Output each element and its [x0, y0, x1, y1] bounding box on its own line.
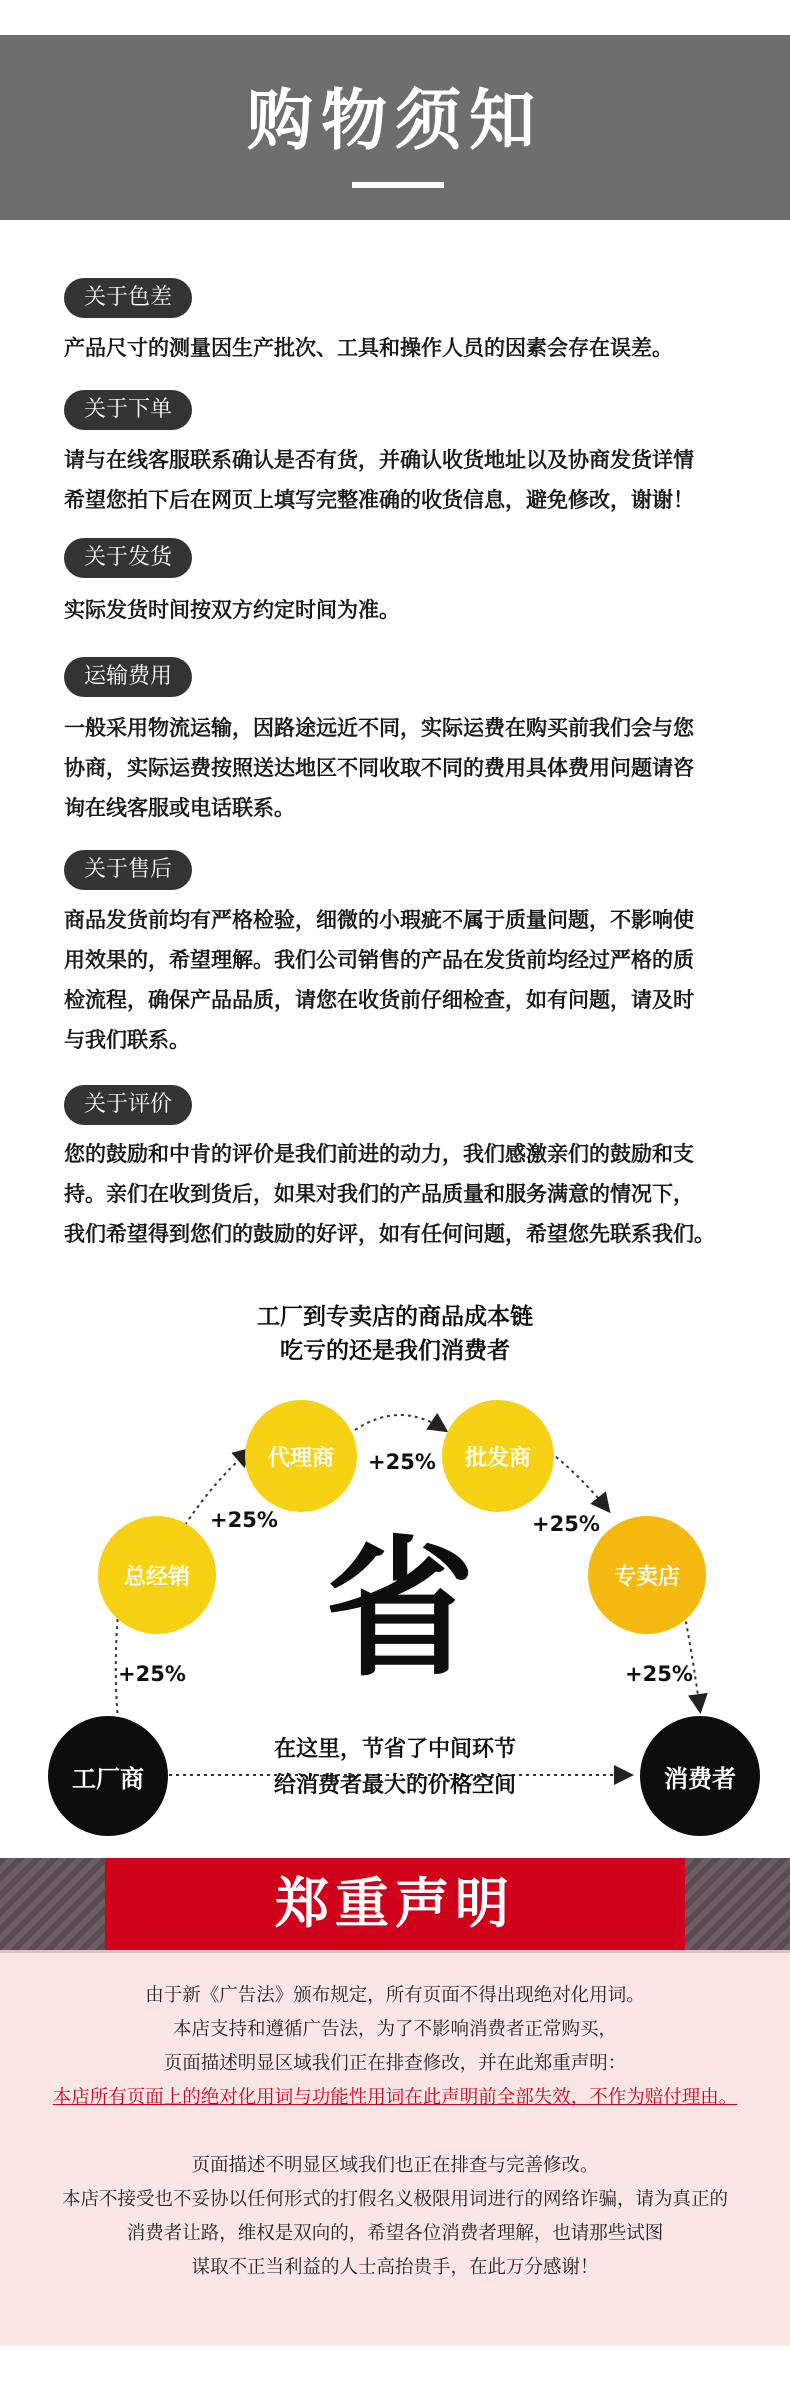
declaration-line: 本店支持和遵循广告法，为了不影响消费者正常购买，: [172, 2019, 617, 2040]
section-body-freight: [64, 708, 754, 828]
markup-label: +25%: [118, 1662, 186, 1686]
markup-label: +25%: [368, 1450, 436, 1474]
declaration-line: 消费者让路，维权是双向的，希望各位消费者理解，也请那些试图: [126, 2223, 664, 2244]
section-body-shipping: [64, 590, 754, 630]
section-line: 商品发货前均有严格检验，细微的小瑕疵不属于质量问题，不影响使: [64, 908, 694, 932]
section-tag-ordering: 关于下单: [64, 390, 192, 430]
diagram-title-line2: 吃亏的还是我们消费者: [280, 1338, 510, 1364]
arrow-agent-to-wholesaler: [355, 1415, 445, 1430]
section-body-after-sales: [64, 900, 754, 1060]
arrow-wholesaler-to-store: [545, 1448, 608, 1510]
declaration-line: 页面描述明显区域我们正在排查修改，并在此郑重声明：: [163, 2053, 627, 2074]
section-line: 我们希望得到您们的鼓励的好评，如有任何问题，希望您先联系我们。: [64, 1222, 715, 1246]
declaration-line: 谋取不正当利益的人士高抬贵手，在此万分感谢！: [191, 2257, 599, 2278]
section-line: 希望您拍下后在网页上填写完整准确的收货信息，避免修改，谢谢！: [64, 488, 694, 512]
node-consumer: 消费者: [640, 1716, 760, 1836]
diagram-title-line1: 工厂到专卖店的商品成本链: [257, 1304, 533, 1330]
section-tag-color-difference: 关于色差: [64, 278, 192, 318]
section-line: 检流程，确保产品品质，请您在收货前仔细检查，如有问题，请及时: [64, 988, 694, 1012]
section-tag-shipping: 关于发货: [64, 538, 192, 578]
declaration-line: 本店不接受也不妥协以任何形式的打假名义极限用词进行的网络诈骗，请为真正的: [61, 2189, 728, 2210]
declaration-body: [0, 1950, 790, 2346]
diagram-note-line1: 在这里，节省了中间环节: [273, 1737, 516, 1762]
node-store: 专卖店: [588, 1516, 706, 1634]
markup-label: +25%: [210, 1508, 278, 1532]
section-tag-freight: 运输费用: [64, 657, 192, 697]
node-agent: 代理商: [245, 1400, 357, 1512]
declaration-title: 郑重声明: [105, 1858, 685, 1950]
declaration-line-highlight: 本店所有页面上的绝对化用词与功能性用词在此声明前全部失效，不作为赔付理由。: [52, 2087, 738, 2108]
markup-label: +25%: [625, 1662, 693, 1686]
title-underline: [352, 182, 444, 188]
section-line: 您的鼓励和中肯的评价是我们前进的动力，我们感激亲们的鼓励和支: [64, 1142, 694, 1166]
declaration-line: 页面描述不明显区域我们也正在排查与完善修改。: [191, 2155, 599, 2176]
section-line: 请与在线客服联系确认是否有货，并确认收货地址以及协商发货详情: [64, 448, 694, 472]
node-factory: 工厂商: [48, 1716, 168, 1836]
cost-chain-diagram: [0, 1270, 790, 1840]
section-body-color-difference: [64, 328, 754, 368]
section-line: 用效果的，希望理解。我们公司销售的产品在发货前均经过严格的质: [64, 948, 694, 972]
section-line: 与我们联系。: [64, 1028, 190, 1052]
section-body-reviews: [64, 1134, 754, 1254]
declaration-line: 由于新《广告法》颁布规定，所有页面不得出现绝对化用词。: [145, 1985, 645, 2006]
section-line: 产品尺寸的测量因生产批次、工具和操作人员的因素会存在误差。: [64, 336, 673, 360]
section-body-ordering: [64, 440, 754, 520]
section-tag-after-sales: 关于售后: [64, 850, 192, 890]
section-line: 询在线客服或电话联系。: [64, 796, 295, 820]
page-title: 购物须知: [247, 82, 543, 159]
header-banner: [0, 35, 790, 220]
footer-spacer: [0, 2346, 790, 2386]
diagram-note-line2: 给消费者最大的价格空间: [273, 1773, 516, 1798]
section-tag-reviews: 关于评价: [64, 1085, 192, 1125]
section-line: 协商，实际运费按照送达地区不同收取不同的费用具体费用问题请咨: [64, 756, 694, 780]
node-wholesaler: 批发商: [442, 1400, 554, 1512]
markup-label: +25%: [532, 1512, 600, 1536]
save-character: 省: [325, 1523, 476, 1697]
section-line: 持。亲们在收到货后，如果对我们的产品质量和服务满意的情况下，: [64, 1182, 694, 1206]
section-line: 一般采用物流运输，因路途远近不同，实际运费在购买前我们会与您: [64, 716, 694, 740]
section-line: 实际发货时间按双方约定时间为准。: [64, 598, 400, 622]
node-general-agent: 总经销: [98, 1516, 216, 1634]
